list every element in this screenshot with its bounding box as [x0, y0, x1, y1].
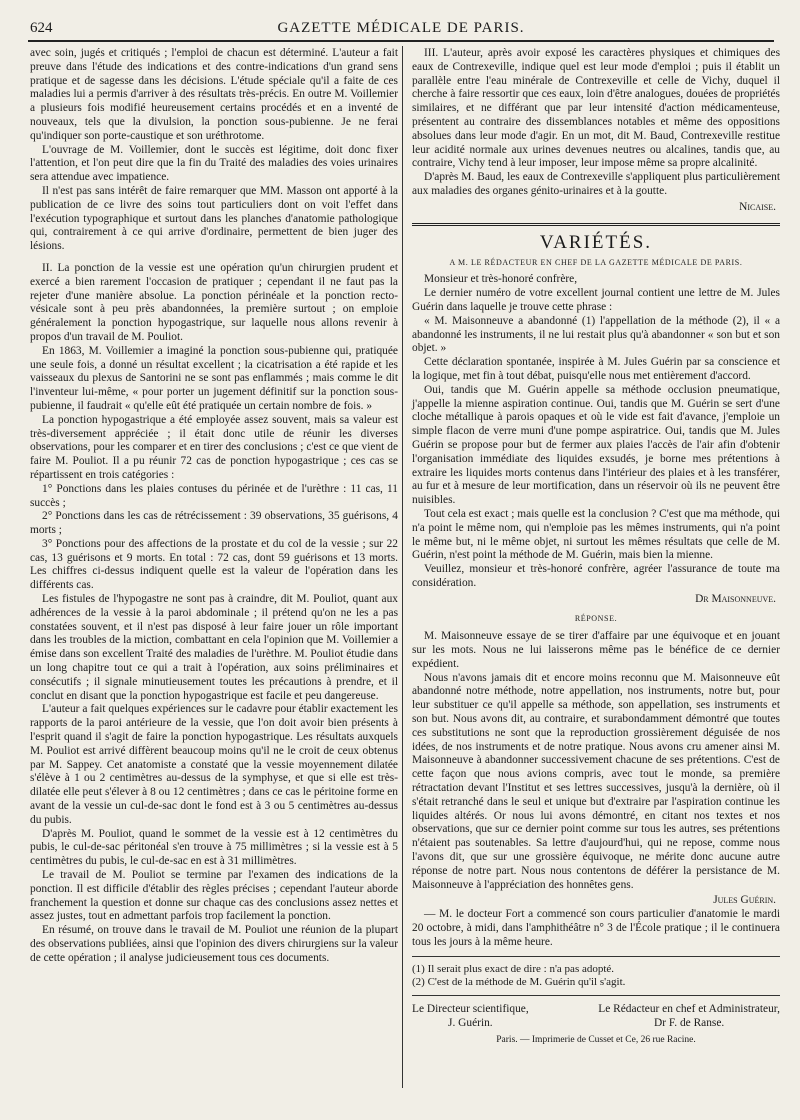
footer-rule	[412, 995, 780, 996]
footnotes	[412, 963, 780, 989]
paragraph: Il n'est pas sans intérêt de faire remarquer que MM. Masson ont apporté à la publication de ce livre des soins tout particuliers dont on voit l'effet dans l'exécution typographique et surtout dans les planches d'anatomie pathologique qui, contrairement à ce qui arrive d'ordinaire, permettent de bien juger des lésions.	[30, 184, 398, 253]
footnote: (2) C'est de la méthode de M. Guérin qu'il s'agit.	[412, 975, 626, 988]
page-header	[28, 14, 774, 42]
footer-editor	[598, 1002, 780, 1030]
footnote: (1) Il serait plus exact de dire : n'a pas adopté.	[412, 962, 615, 975]
signature: Jules Guérin.	[713, 894, 776, 907]
paragraph: Le travail de M. Pouliot se termine par l'examen des indications de la ponction. Il est difficile d'établir des règles précises ; cependant l'auteur aborde franchement la question et donne sur chaque cas des conclusions assez nettes et assez justes, tout en admettant parfois trop facilement la ponction.	[30, 869, 398, 923]
paragraph: La ponction hypogastrique a été employée assez souvent, mais sa valeur est très-diversement appréciée ; il était donc utile de réunir les diverses observations, pour les comparer et en tirer des conclusions ; c'est ce que vient de faire M. Pouliot. Il a pu réunir 72 cas de ponction hypogastrique ; ces cas se répartissent en trois catégories :	[30, 413, 398, 481]
paragraph: M. Maisonneuve essaye de se tirer d'affaire par une équivoque et en jouant sur les mots. Nous ne lui laisserons même pas le bénéfice de ce dernier expédient.	[412, 630, 780, 670]
paragraph: Oui, tandis que M. Guérin appelle sa méthode occlusion pneumatique, j'appelle la mienne aspiration continue. Oui, tandis que M. Guérin se sert d'une cloche métallique à parois opaques et où le vide est fait d'avance, j'emploie un simple flacon de verre muni d'une pompe aspiratrice. Oui, tandis que M. Jules Guérin se propose pour but de fermer aux plaies l'accès de l'air afin d'obtenir l'organisation immédiate des liquides exsudés, je borne mes prétentions à extraire les liquides morts contenus dans l'intérieur des plaies et à les transférer, au fur et à mesure de leur mortification, dans un réservoir où ils ne peuvent être nuisibles.	[412, 383, 780, 507]
left-column	[30, 47, 398, 966]
paragraph: 3° Ponctions pour des affections de la prostate et du col de la vessie ; sur 22 cas, 13 guérisons et 9 morts. En total : 72 cas, dont 59 guérisons et 13 morts. Les chiffres ci-dessus indiquent quelle est la valeur de l'opération dans les différents cas.	[30, 537, 398, 592]
paragraph: Nous n'avons jamais dit et encore moins reconnu que M. Maisonneuve eût abandonné notre méthode, notre appellation, nos instruments, notre but, pour leur substituer ce qu'il appelle sa méthode, son appellation, ses instruments et son but. Nous avons dit, au contraire, et surabondamment démontré que toutes ces substitutions ne sont que la reproduction grossièrement déguisée de nos idées, de nos instruments et de notre pratique. Nous avons cru amener ainsi M. Maisonneuve à abandonner successivement chacune de ses prétentions. C'est de cette façon que nous avions compris, avec tout le monde, sa première rétractation devant l'Institut et ses lettres successives, jusqu'à la dernière, où il s'était retranché dans le seul et unique but d'extraire par l'aspiration continue les liquides altérés. Or nous lui avons démontré, en citant nos textes et nos observations, que sur ce dernier point comme sur tous les autres, ses prétentions n'étaient pas soutenables. Sa lettre d'aujourd'hui, qui ne repose, comme nous l'avons dit, que sur une grossière équivoque, ne mérite donc aucune autre réponse de notre part. Nous nous contentons de déférer la persistance de M. Maisonneuve à l'appréciation des honnêtes gens.	[412, 671, 780, 891]
reply-title: RÉPONSE.	[574, 614, 618, 624]
right-column	[412, 47, 780, 1047]
paragraph: 1° Ponctions dans les plaies contuses du périnée et de l'urèthre : 11 cas, 11 succès ;	[30, 482, 398, 509]
paragraph: Les fistules de l'hypogastre ne sont pas à craindre, dit M. Pouliot, quant aux adhérences de la vessie à la paroi abdominale ; il prétend qu'on ne les a pas constatées souvent, et il n'est pas disposé à leur faire jouer un rôle important dans les troubles de la miction, combattant en cela l'opinion que M. Voillemier a émise dans son excellent Traité des maladies de l'urèthre. M. Pouliot étudie dans un long chapitre tout ce qui a trait à l'opération, aux soins préliminaires et consécutifs ; il signale minutieusement toutes les précautions à prendre, et il conclut en disant que la ponction hypogastrique est facile et peu dangereuse.	[30, 593, 398, 702]
footer-role: Le Rédacteur en chef et Administrateur,	[598, 1002, 780, 1015]
paragraph: D'après M. Baud, les eaux de Contrexeville s'appliquent plus particulièrement aux maladies des organes génito-urinaires et à la goutte.	[412, 171, 780, 197]
signature: Nicaise.	[739, 200, 776, 213]
journal-title: GAZETTE MÉDICALE DE PARIS.	[277, 20, 525, 36]
paragraph: avec soin, jugés et critiqués ; l'emploi de chacun est déterminé. L'auteur a fait preuve dans l'étude des indications et des contre-indications d'un grand sens pratique et de sagesse dans les décisions. L'étude spéciale qu'il a faite de ces maladies lui a permis d'arriver à des résultats très-précis. En outre M. Voillemier a plusieurs fois modifié heureusement certains procédés et en a inventé de nouveaux, tels que la divulsion, la ponction sous-pubienne. Je ne ferai qu'indiquer son porte-caustique et son uréthrotome.	[30, 47, 398, 142]
paragraph: L'ouvrage de M. Voillemier, dont le succès est légitime, doit donc fixer l'attention, et l'on peut dire que la fin du Traité des maladies des voies urinaires sera attendue avec impatience.	[30, 143, 398, 184]
column-divider	[402, 46, 403, 1088]
section-subtitle: A M. LE RÉDACTEUR EN CHEF DE LA GAZETTE MÉDICALE DE PARIS.	[449, 257, 743, 267]
section-rule	[412, 223, 780, 226]
paragraph: 2° Ponctions dans les cas de rétrécissement : 39 observations, 35 guérisons, 4 morts ;	[30, 510, 398, 537]
signature: Dr Maisonneuve.	[695, 592, 776, 605]
paragraph: Cette déclaration spontanée, inspirée à M. Jules Guérin par sa conscience et la logique, met fin à tout débat, puisqu'elle nous met entièrement d'accord.	[412, 356, 780, 382]
paragraph: II. La ponction de la vessie est une opération qu'un chirurgien prudent et exercé a bien rarement l'occasion de pratiquer ; cependant il ne faut pas la rejeter d'une manière absolue. La ponction périnéale et la ponction recto-vésicale sont à peu près abandonnées, la première surtout ; on emploie généralement la ponction hypogastrique, sur laquelle nous allons revenir à propos d'un travail de M. Pouliot.	[30, 261, 398, 343]
paragraph: D'après M. Pouliot, quand le sommet de la vessie est à 12 centimètres du pubis, le cul-de-sac péritonéal s'en trouve à 75 millimètres ; si la vessie est à 5 centimètres du pubis, le cul-de-sac en est à 31 millimètres.	[30, 827, 398, 868]
salutation: Monsieur et très-honoré confrère,	[424, 273, 578, 286]
paragraph: III. L'auteur, après avoir exposé les caractères physiques et chimiques des eaux de Contrexeville, indique quel est leur mode d'emploi ; puis il établit un parallèle entre l'eau minérale de Contrexeville et celle de Vichy, duquel il cherche à faire ressortir que ces eaux, loin d'être analogues, douées de propriétés similaires, et ne différant que par leur intensité d'action médicamenteuse, présentent au contraire des dissemblances notables et même des oppositions absolues dans leur mode d'agir. En un mot, dit M. Baud, Contrexeville restitue leur acidité normale aux urines devenues neutres ou alcalines, tandis que, au contraire, Vichy tend à leur imposer, leur impose même sa propre alcalinité.	[412, 47, 780, 170]
notice: — M. le docteur Fort a commencé son cours particulier d'anatomie le mardi 20 octobre, à midi, dans l'amphithéâtre n° 3 de l'École pratique ; il le continuera tous les jours à la même heure.	[412, 908, 780, 948]
footer-role: Le Directeur scientifique,	[412, 1002, 529, 1015]
paragraph: Veuillez, monsieur et très-honoré confrère, agréer l'assurance de toute ma considération.	[412, 563, 780, 589]
paragraph: Tout cela est exact ; mais quelle est la conclusion ? C'est que ma méthode, qui n'a point le même nom, qui n'emploie pas les mêmes instruments, qui n'a point le même but, ni le même objet, ni surtout les mêmes résultats que celle de M. Guérin, n'est point la méthode de M. Guérin, mais bien la mienne.	[412, 507, 780, 562]
paragraph: En 1863, M. Voillemier a imaginé la ponction sous-pubienne qui, pratiquée une seule fois, a donné un résultat excellent ; la cicatrisation a été rapide et les vaisseaux du plexus de Santorini ne se sont pas enflammés ; mais comme le dit l'inventeur lui-même, « pour porter un jugement définitif sur la ponction sous-pubienne, il faudrait « qu'elle eût été pratiquée un certain nombre de fois. »	[30, 344, 398, 412]
footer-name: Dr F. de Ranse.	[654, 1016, 725, 1029]
paragraph: « M. Maisonneuve a abandonné (1) l'appellation de la méthode (2), il « a abandonné les instruments, il ne lui restait plus qu'à abandonner « son but et son objet. »	[412, 314, 780, 355]
paragraph: L'auteur a fait quelques expériences sur le cadavre pour établir exactement les rapports de la paroi antérieure de la vessie, que l'on doit avoir bien présents à l'esprit quand il s'agit de faire la ponction hypogastrique. Les résultats auxquels M. Pouliot est arrivé diffèrent beaucoup moins qu'il ne le croit de ceux obtenus par M. Sappey. Cet anatomiste a constaté que la vessie moyennement dilatée s'élève à 1 ou 2 centimètres au-dessus de la symphyse, et que si elle est très-dilatée elle peut s'élever à 8 ou 12 centimètres ; dans ce cas le péritoine forme en avant de la vessie un cul-de-sac dont le fond est à 3 ou 5 centimètres au-dessus du pubis.	[30, 703, 398, 826]
printer-line: Paris. — Imprimerie de Cusset et Ce, 26 rue Racine.	[496, 1034, 696, 1045]
paragraph: En résumé, on trouve dans le travail de M. Pouliot une réunion de la plupart des observations publiées, ainsi que l'opinion des divers chirurgiens sur la valeur de cette opération ; il analyse judicieusement tous ces documents.	[30, 924, 398, 964]
paragraph: Le dernier numéro de votre excellent journal contient une lettre de M. Jules Guérin dans laquelle je trouve cette phrase :	[412, 287, 780, 313]
footer-name: J. Guérin.	[448, 1016, 493, 1029]
footnote-rule	[412, 956, 780, 957]
page-number: 624	[30, 20, 53, 36]
section-title: VARIÉTÉS.	[539, 231, 653, 253]
footer-signatures	[412, 1002, 780, 1030]
footer-director	[412, 1002, 529, 1030]
